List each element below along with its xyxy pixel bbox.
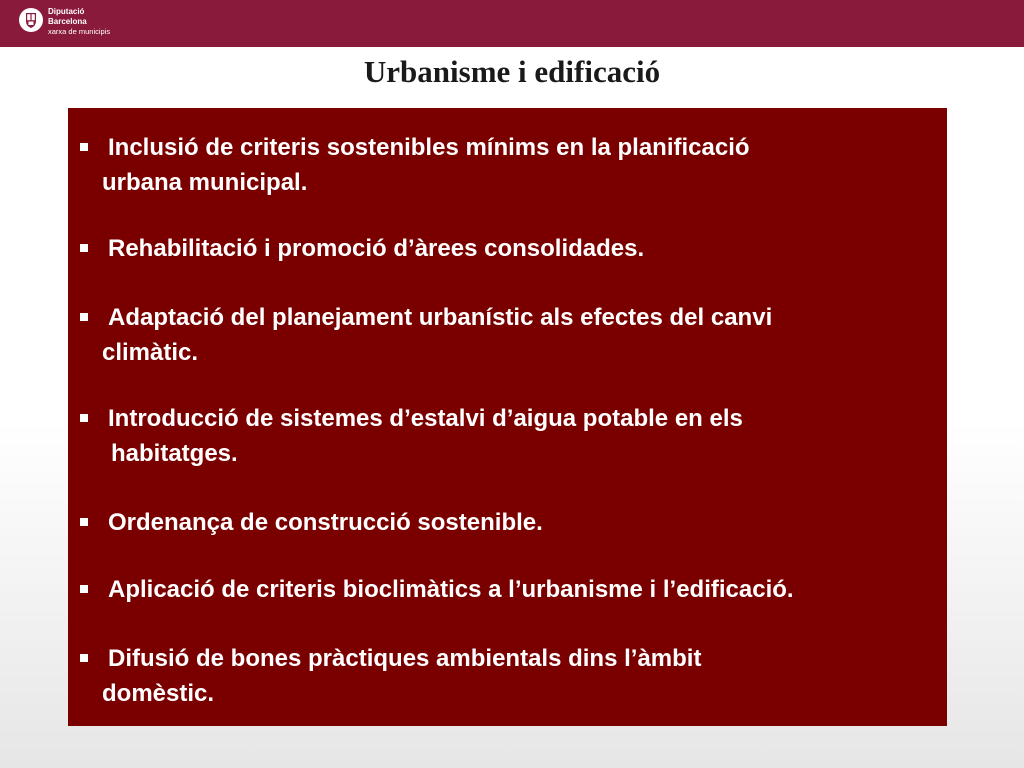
bullet-text-line1: Difusió de bones pràctiques ambientals dins l’àmbit bbox=[108, 645, 702, 672]
bullet-text-line1: Ordenança de construcció sostenible. bbox=[108, 509, 543, 536]
logo-line-3: xarxa de municipis bbox=[48, 27, 111, 36]
bullet-item bbox=[80, 505, 930, 540]
bullet-text-line2: domèstic. bbox=[102, 680, 215, 707]
bullet-text-line1: Adaptació del planejament urbanístic als efectes del canvi bbox=[108, 304, 773, 331]
square-bullet-icon bbox=[80, 313, 88, 321]
square-bullet-icon bbox=[80, 654, 88, 662]
bullet-item bbox=[80, 572, 930, 607]
bullet-text-line1: Introducció de sistemes d’estalvi d’aigua potable en els bbox=[108, 405, 743, 432]
bullet-item bbox=[80, 300, 930, 370]
content-panel bbox=[68, 108, 947, 726]
bullet-text-line2: urbana municipal. bbox=[102, 169, 308, 196]
diputacio-logo bbox=[19, 6, 110, 37]
bullet-text-line1: Inclusió de criteris sostenibles mínims en la planificació bbox=[108, 134, 750, 161]
bullet-text-line1: Aplicació de criteris bioclimàtics a l’urbanisme i l’edificació. bbox=[108, 576, 794, 603]
square-bullet-icon bbox=[80, 244, 88, 252]
bullet-text-line1: Rehabilitació i promoció d’àrees consolidades. bbox=[108, 235, 645, 262]
header-bar bbox=[0, 0, 1024, 47]
bullet-item bbox=[80, 231, 930, 266]
bullet-item bbox=[80, 641, 930, 711]
square-bullet-icon bbox=[80, 414, 88, 422]
logo-line-1: Diputació bbox=[48, 7, 85, 16]
bullet-text-line2: habitatges. bbox=[111, 440, 238, 467]
square-bullet-icon bbox=[80, 518, 88, 526]
square-bullet-icon bbox=[80, 143, 88, 151]
slide-title: Urbanisme i edificació bbox=[363, 54, 661, 89]
square-bullet-icon bbox=[80, 585, 88, 593]
logo-line-2: Barcelona bbox=[48, 17, 87, 26]
bullet-item bbox=[80, 130, 930, 200]
coat-of-arms-icon bbox=[19, 8, 43, 32]
bullet-text-line2: climàtic. bbox=[102, 339, 199, 366]
bullet-item bbox=[80, 401, 930, 471]
